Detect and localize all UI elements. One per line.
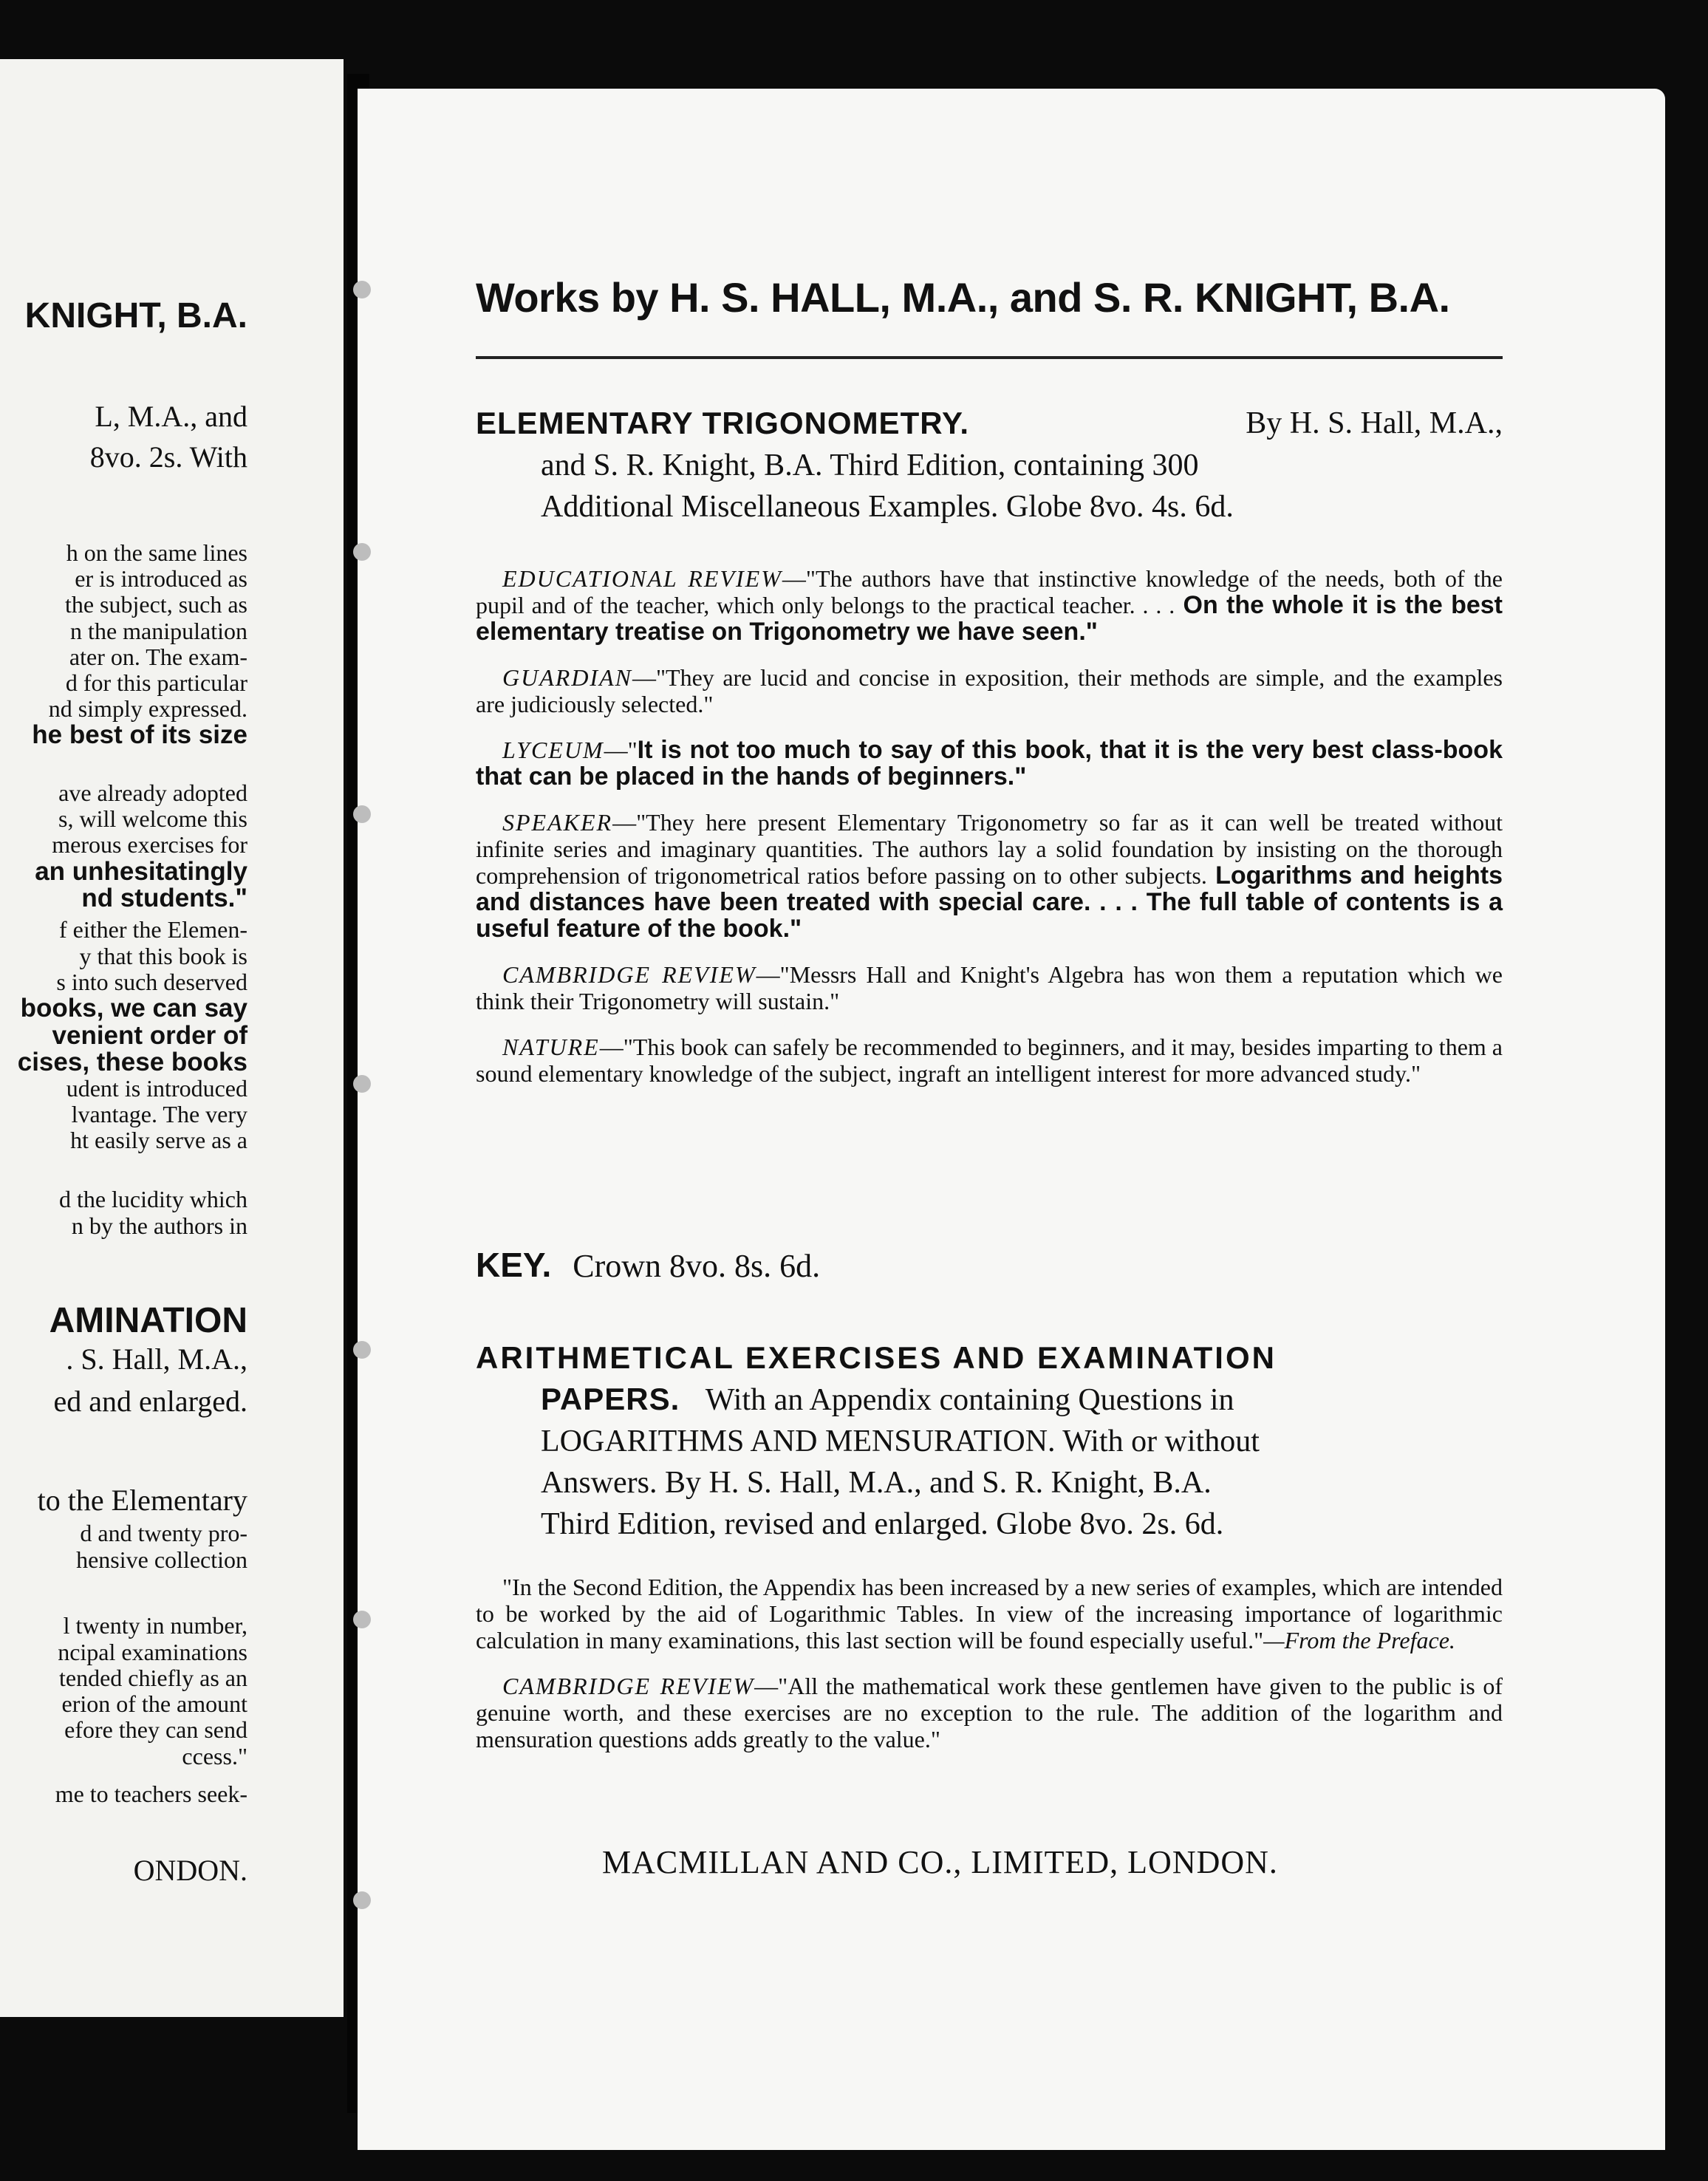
review-source: GUARDIAN xyxy=(502,664,632,691)
left-page-line: nd students." xyxy=(81,884,247,912)
key-details: Crown 8vo. 8s. 6d. xyxy=(573,1248,821,1284)
left-page-line: merous exercises for xyxy=(52,831,247,858)
review-source: CAMBRIDGE REVIEW xyxy=(502,1673,755,1699)
left-page-line: an unhesitatingly xyxy=(35,857,247,886)
review-source: NATURE xyxy=(502,1034,600,1060)
review-text: —"All the mathematical work these gentlemen have given to the public is of genuine worth, and these exercises are no exception to the rule. The addition of the logarithm and mensuration questions adds greatly to the value." xyxy=(476,1673,1503,1752)
left-page-line: to the Elementary xyxy=(37,1484,247,1517)
book-line: Answers. By H. S. Hall, M.A., and S. R. Knight, B.A. xyxy=(541,1466,1212,1500)
left-page-line: nd simply expressed. xyxy=(48,695,247,722)
reviews-trigonometry xyxy=(476,565,1503,1106)
left-page-line: KNIGHT, B.A. xyxy=(24,296,247,335)
review-paragraph xyxy=(476,565,1503,645)
review-attribution: —From the Preface. xyxy=(1263,1627,1455,1653)
book-line: LOGARITHMS AND MENSURATION. With or without xyxy=(541,1424,1260,1458)
review-source: LYCEUM xyxy=(502,737,604,763)
book-byline: By H. S. Hall, M.A., xyxy=(1246,406,1503,440)
book-title-continued: PAPERS. xyxy=(541,1382,680,1416)
left-page-line: y that this book is xyxy=(79,943,247,969)
left-page xyxy=(0,59,344,2017)
review-paragraph xyxy=(476,809,1503,942)
review-emphasis: Logarithms and heights and distances have been treated with special care. . . . The full table of contents is a useful feature of the book." xyxy=(476,861,1503,943)
left-page-line: . S. Hall, M.A., xyxy=(66,1342,247,1376)
left-page-line: ccess." xyxy=(182,1743,247,1769)
book-line: and S. R. Knight, B.A. Third Edition, containing 300 xyxy=(541,448,1199,482)
left-page-line: efore they can send xyxy=(64,1716,247,1743)
review-paragraph xyxy=(476,961,1503,1014)
left-page-line: d and twenty pro- xyxy=(80,1520,247,1546)
review-source: EDUCATIONAL REVIEW xyxy=(502,565,782,592)
left-page-line: cises, these books xyxy=(17,1048,247,1076)
review-text: —"Messrs Hall and Knight's Algebra has won them a reputation which we think their Trigonometry will sustain." xyxy=(476,961,1503,1014)
key-label: KEY. xyxy=(476,1246,552,1284)
reviews-arithmetic xyxy=(476,1574,1503,1772)
book-title: ELEMENTARY TRIGONOMETRY. xyxy=(476,406,970,440)
left-page-line: h on the same lines xyxy=(66,539,247,566)
book-entry-arithmetic xyxy=(476,1337,1503,1545)
left-page-line: ave already adopted xyxy=(58,779,247,806)
review-paragraph xyxy=(476,1034,1503,1087)
binding-hole xyxy=(353,1075,371,1093)
page-header: Works by H. S. HALL, M.A., and S. R. KNIGHT, B.A. xyxy=(476,274,1450,321)
book-entry-trigonometry xyxy=(476,403,1503,528)
review-text: "In the Second Edition, the Appendix has been increased by a new series of examples, which are intended to be worked by the aid of Logarithmic Tables. In view of the increasing importance of logarithmic calculation in many examinations, this last section will be found especially useful." xyxy=(476,1574,1503,1653)
right-page xyxy=(358,89,1665,2150)
binding-hole xyxy=(353,1611,371,1628)
review-text: —"The authors have that instinctive knowledge of the needs, both of the pupil and of the teacher, which only belongs to the practical teacher. . . . xyxy=(476,565,1503,618)
left-page-line: ed and enlarged. xyxy=(53,1385,247,1418)
left-page-line: l twenty in number, xyxy=(63,1612,247,1639)
binding-hole xyxy=(353,1891,371,1909)
left-page-line: d the lucidity which xyxy=(58,1186,247,1212)
review-paragraph xyxy=(476,664,1503,717)
header-rule xyxy=(476,356,1503,359)
book-subtitle: With an Appendix containing Questions in xyxy=(705,1383,1234,1417)
left-page-line: udent is introduced xyxy=(66,1075,247,1102)
review-emphasis: It is not too much to say of this book, that it is the very best class-book that can be placed in the hands of beginners." xyxy=(476,736,1503,791)
review-text: —" xyxy=(604,737,638,763)
review-text: —"This book can safely be recommended to beginners, and it may, besides imparting to them a sound elementary knowledge of the subject, ingraft an intelligent interest for more advanced study." xyxy=(476,1034,1503,1087)
left-page-line: ncipal examinations xyxy=(58,1639,247,1665)
review-emphasis: On the whole it is the best elementary treatise on Trigonometry we have seen." xyxy=(476,591,1503,646)
review-paragraph xyxy=(476,1673,1503,1752)
binding-hole xyxy=(353,1341,371,1359)
book-line: Third Edition, revised and enlarged. Globe 8vo. 2s. 6d. xyxy=(541,1507,1224,1541)
review-source: CAMBRIDGE REVIEW xyxy=(502,961,756,988)
left-page-line: me to teachers seek- xyxy=(55,1781,247,1807)
book-line xyxy=(476,1379,1503,1421)
left-page-line: n the manipulation xyxy=(70,618,247,644)
left-page-line: ONDON. xyxy=(133,1854,247,1887)
book-title-line xyxy=(476,403,1503,445)
left-page-line: the subject, such as xyxy=(64,591,247,618)
left-page-line: ater on. The exam- xyxy=(69,644,247,670)
left-page-line: 8vo. 2s. With xyxy=(89,440,247,474)
left-page-line: AMINATION xyxy=(49,1301,247,1340)
binding-hole xyxy=(353,543,371,561)
book-line: Additional Miscellaneous Examples. Globe 8vo. 4s. 6d. xyxy=(541,490,1234,524)
left-page-line: hensive collection xyxy=(76,1546,247,1573)
book-title: ARITHMETICAL EXERCISES AND EXAMINATION xyxy=(476,1340,1277,1375)
left-page-line: d for this particular xyxy=(65,669,247,696)
publisher-footer: MACMILLAN AND CO., LIMITED, LONDON. xyxy=(602,1844,1278,1880)
review-paragraph xyxy=(476,1574,1503,1653)
left-page-line: er is introduced as xyxy=(75,565,247,592)
left-page-line: n by the authors in xyxy=(71,1212,247,1239)
left-page-line: s into such deserved xyxy=(56,969,247,995)
left-page-line: he best of its size xyxy=(32,720,247,749)
left-page-line: lvantage. The very xyxy=(71,1101,247,1127)
left-page-line: tended chiefly as an xyxy=(59,1665,247,1691)
left-page-line: ht easily serve as a xyxy=(70,1127,247,1153)
review-source: SPEAKER xyxy=(502,809,613,836)
binding-hole xyxy=(353,281,371,298)
left-page-line: erion of the amount xyxy=(61,1690,247,1717)
left-page-line: venient order of xyxy=(52,1021,247,1050)
left-page-line: L, M.A., and xyxy=(95,400,247,433)
key-entry xyxy=(476,1245,1503,1285)
review-text: —"They here present Elementary Trigonometry so far as it can well be treated without infinite series and imaginary quantities. The authors lay a solid foundation by insisting on the thorough comprehension of trigonometrical ratios before passing on to other subjects. xyxy=(476,809,1503,889)
review-paragraph xyxy=(476,737,1503,790)
left-page-line: s, will welcome this xyxy=(58,805,247,832)
left-page-line: books, we can say xyxy=(20,994,247,1023)
left-page-line: f either the Elemen- xyxy=(59,916,247,943)
binding-hole xyxy=(353,805,371,823)
review-text: —"They are lucid and concise in exposition, their methods are simple, and the examples are judiciously selected." xyxy=(476,664,1503,717)
